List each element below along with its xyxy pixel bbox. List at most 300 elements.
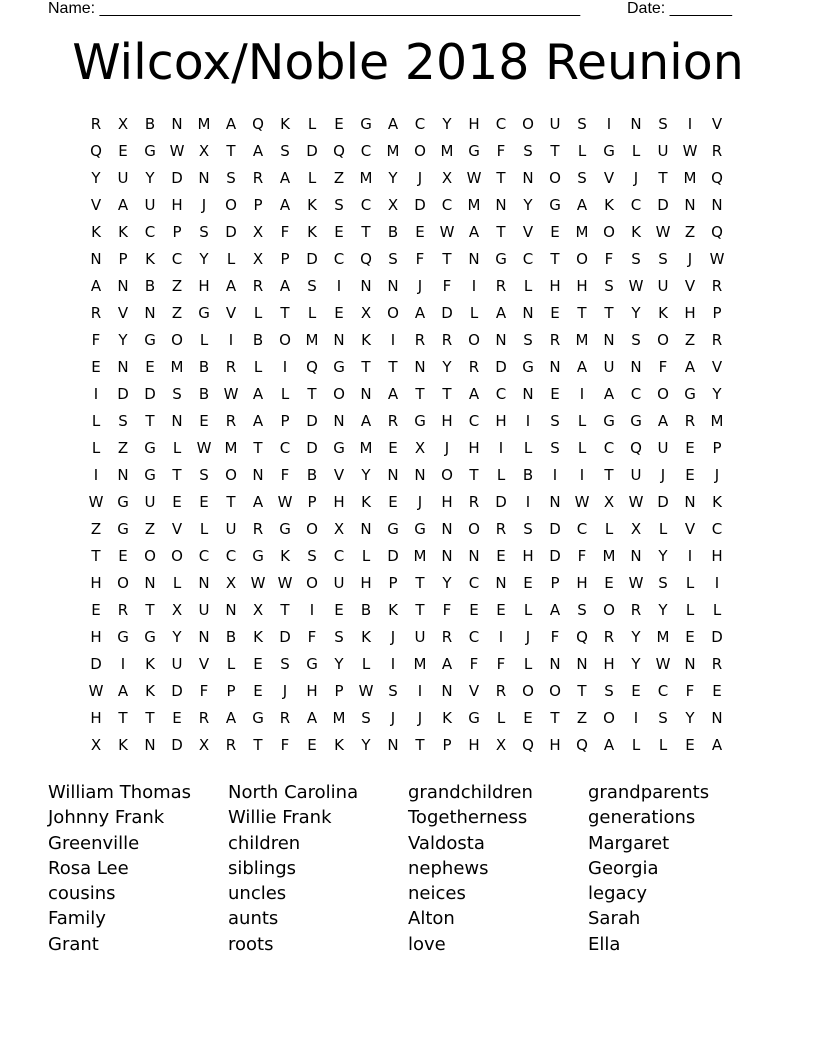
- grid-letter: X: [198, 736, 210, 754]
- grid-letter: C: [468, 574, 480, 592]
- grid-letter: G: [630, 412, 642, 430]
- grid-letter: M: [386, 142, 400, 160]
- word-item: love: [408, 933, 446, 955]
- grid-letter: U: [549, 115, 561, 133]
- grid-letter: L: [658, 736, 668, 754]
- grid-letter: O: [576, 250, 588, 268]
- grid-letter: R: [225, 358, 237, 376]
- grid-letter: W: [655, 655, 671, 673]
- word-item: Greenville: [48, 832, 140, 854]
- grid-letter: X: [252, 223, 264, 241]
- grid-letter: B: [522, 466, 534, 484]
- grid-letter: M: [359, 439, 373, 457]
- word-item: cousins: [48, 883, 116, 905]
- grid-letter: R: [117, 601, 129, 619]
- grid-letter: Y: [361, 466, 371, 484]
- grid-letter: E: [604, 574, 614, 592]
- grid-letter: K: [361, 493, 371, 511]
- grid-letter: Y: [172, 628, 182, 646]
- grid-letter: O: [279, 331, 291, 349]
- grid-letter: K: [388, 601, 398, 619]
- grid-letter: W: [223, 385, 239, 403]
- grid-letter: F: [415, 250, 425, 268]
- grid-letter: N: [711, 196, 723, 214]
- grid-letter: F: [604, 250, 614, 268]
- grid-letter: G: [252, 709, 264, 727]
- grid-letter: U: [333, 574, 345, 592]
- grid-letter: O: [468, 520, 480, 538]
- grid-letter: R: [414, 331, 426, 349]
- grid-letter: U: [198, 601, 210, 619]
- grid-letter: K: [118, 736, 128, 754]
- grid-letter: I: [579, 385, 585, 403]
- grid-letter: C: [576, 520, 588, 538]
- grid-letter: G: [387, 520, 399, 538]
- grid-letter: J: [390, 628, 396, 646]
- grid-letter: G: [414, 520, 426, 538]
- grid-letter: S: [658, 574, 668, 592]
- grid-letter: M: [683, 169, 697, 187]
- grid-letter: F: [550, 628, 560, 646]
- grid-letter: E: [91, 601, 101, 619]
- grid-letter: L: [523, 277, 533, 295]
- grid-letter: N: [603, 331, 615, 349]
- grid-letter: H: [333, 493, 345, 511]
- grid-letter: H: [684, 304, 696, 322]
- grid-letter: G: [603, 142, 615, 160]
- grid-letter: D: [117, 385, 129, 403]
- grid-letter: S: [658, 709, 668, 727]
- grid-letter: R: [549, 331, 561, 349]
- grid-letter: C: [711, 520, 723, 538]
- grid-letter: S: [388, 250, 398, 268]
- grid-letter: A: [225, 115, 237, 133]
- grid-letter: Q: [306, 358, 318, 376]
- grid-letter: N: [549, 493, 561, 511]
- grid-letter: S: [361, 709, 371, 727]
- grid-letter: W: [709, 250, 725, 268]
- grid-letter: G: [333, 358, 345, 376]
- grid-letter: N: [117, 277, 129, 295]
- grid-letter: L: [712, 601, 722, 619]
- grid-letter: P: [253, 196, 263, 214]
- grid-letter: C: [360, 142, 372, 160]
- grid-letter: U: [657, 277, 669, 295]
- grid-letter: J: [417, 493, 423, 511]
- grid-letter: G: [279, 520, 291, 538]
- grid-letter: K: [307, 196, 317, 214]
- grid-letter: D: [306, 250, 318, 268]
- grid-letter: I: [525, 493, 531, 511]
- word-item: Togetherness: [408, 807, 528, 829]
- grid-letter: W: [682, 142, 698, 160]
- grid-letter: A: [90, 277, 102, 295]
- grid-letter: G: [306, 655, 318, 673]
- grid-letter: V: [711, 115, 723, 133]
- grid-letter: G: [333, 439, 345, 457]
- grid-letter: S: [334, 628, 344, 646]
- grid-letter: B: [198, 385, 210, 403]
- grid-letter: H: [549, 277, 561, 295]
- grid-letter: A: [387, 115, 399, 133]
- grid-letter: F: [685, 682, 695, 700]
- grid-letter: S: [226, 169, 236, 187]
- grid-letter: L: [523, 601, 533, 619]
- grid-letter: N: [387, 466, 399, 484]
- grid-letter: D: [90, 655, 102, 673]
- grid-letter: H: [468, 115, 480, 133]
- grid-letter: Q: [90, 142, 102, 160]
- grid-letter: E: [631, 682, 641, 700]
- grid-letter: B: [144, 115, 156, 133]
- grid-letter: A: [441, 655, 453, 673]
- grid-letter: G: [522, 358, 534, 376]
- grid-letter: A: [306, 709, 318, 727]
- grid-letter: K: [658, 304, 668, 322]
- grid-letter: L: [658, 520, 668, 538]
- grid-letter: E: [118, 142, 128, 160]
- grid-letter: F: [442, 601, 452, 619]
- grid-letter: Y: [442, 574, 452, 592]
- grid-letter: N: [144, 304, 156, 322]
- grid-letter: W: [169, 142, 185, 160]
- grid-letter: E: [496, 547, 506, 565]
- grid-letter: Y: [685, 709, 695, 727]
- word-item: Margaret: [588, 832, 670, 854]
- grid-letter: D: [495, 493, 507, 511]
- grid-letter: Q: [252, 115, 264, 133]
- grid-letter: D: [306, 439, 318, 457]
- grid-letter: A: [603, 736, 615, 754]
- grid-letter: V: [468, 682, 480, 700]
- grid-letter: C: [441, 196, 453, 214]
- grid-letter: P: [118, 250, 128, 268]
- grid-letter: M: [602, 547, 616, 565]
- grid-letter: D: [171, 169, 183, 187]
- grid-letter: N: [711, 709, 723, 727]
- grid-letter: X: [387, 196, 399, 214]
- grid-letter: Q: [711, 223, 723, 241]
- grid-letter: O: [306, 520, 318, 538]
- grid-letter: J: [714, 466, 720, 484]
- word-column: [48, 780, 228, 957]
- grid-letter: H: [171, 196, 183, 214]
- grid-letter: A: [252, 493, 264, 511]
- grid-letter: V: [90, 196, 102, 214]
- grid-letter: Y: [334, 655, 344, 673]
- grid-letter: E: [145, 358, 155, 376]
- grid-letter: H: [576, 277, 588, 295]
- grid-letter: S: [172, 385, 182, 403]
- grid-letter: S: [577, 169, 587, 187]
- grid-letter: T: [145, 709, 155, 727]
- grid-letter: D: [495, 358, 507, 376]
- grid-letter: I: [525, 412, 531, 430]
- grid-letter: V: [603, 169, 615, 187]
- grid-letter: O: [117, 574, 129, 592]
- grid-letter: D: [657, 493, 669, 511]
- grid-letter: V: [117, 304, 129, 322]
- grid-letter: S: [550, 439, 560, 457]
- grid-letter: K: [145, 682, 155, 700]
- grid-letter: Q: [711, 169, 723, 187]
- grid-letter: I: [633, 709, 639, 727]
- grid-letter: E: [334, 115, 344, 133]
- word-item: siblings: [228, 857, 297, 879]
- word-column: [408, 780, 588, 957]
- grid-letter: O: [306, 574, 318, 592]
- grid-letter: N: [360, 385, 372, 403]
- grid-letter: R: [630, 601, 642, 619]
- grid-letter: H: [549, 736, 561, 754]
- grid-letter: A: [117, 196, 129, 214]
- grid-letter: O: [603, 601, 615, 619]
- grid-letter: G: [198, 304, 210, 322]
- grid-letter: I: [390, 655, 396, 673]
- grid-letter: E: [685, 736, 695, 754]
- grid-letter: T: [415, 385, 425, 403]
- grid-letter: N: [333, 331, 345, 349]
- grid-letter: R: [495, 520, 507, 538]
- grid-letter: Y: [631, 304, 641, 322]
- grid-letter: K: [145, 655, 155, 673]
- grid-letter: X: [495, 736, 507, 754]
- grid-letter: D: [414, 196, 426, 214]
- grid-letter: L: [496, 709, 506, 727]
- word-item: William Thomas: [48, 782, 192, 803]
- grid-letter: I: [228, 331, 234, 349]
- name-field-label: Name: ______________________________________________________: [48, 0, 581, 17]
- grid-letter: D: [387, 547, 399, 565]
- grid-letter: E: [550, 304, 560, 322]
- grid-letter: A: [252, 412, 264, 430]
- grid-letter: N: [441, 547, 453, 565]
- grid-letter: L: [280, 385, 290, 403]
- grid-letter: I: [579, 466, 585, 484]
- grid-letter: K: [307, 223, 317, 241]
- grid-letter: G: [414, 412, 426, 430]
- grid-letter: N: [684, 655, 696, 673]
- grid-letter: A: [117, 682, 129, 700]
- grid-letter: T: [361, 223, 371, 241]
- grid-letter: N: [198, 574, 210, 592]
- word-item: generations: [588, 807, 696, 829]
- word-item: grandparents: [588, 782, 710, 803]
- grid-letter: F: [280, 736, 290, 754]
- grid-letter: M: [710, 412, 724, 430]
- grid-letter: W: [628, 493, 644, 511]
- grid-letter: Y: [712, 385, 722, 403]
- grid-letter: L: [253, 304, 263, 322]
- grid-letter: S: [523, 331, 533, 349]
- grid-letter: X: [414, 439, 426, 457]
- grid-letter: H: [441, 412, 453, 430]
- grid-letter: S: [334, 196, 344, 214]
- page-title: Wilcox/Noble 2018 Reunion: [72, 34, 744, 91]
- grid-letter: A: [468, 223, 480, 241]
- grid-letter: A: [711, 736, 723, 754]
- grid-letter: O: [441, 466, 453, 484]
- grid-letter: G: [603, 412, 615, 430]
- grid-letter: P: [712, 304, 722, 322]
- grid-letter: E: [685, 439, 695, 457]
- grid-letter: P: [442, 736, 452, 754]
- grid-letter: G: [360, 115, 372, 133]
- grid-letter: R: [90, 304, 102, 322]
- grid-letter: D: [171, 682, 183, 700]
- grid-letter: L: [307, 304, 317, 322]
- grid-letter: I: [687, 115, 693, 133]
- grid-letter: O: [603, 709, 615, 727]
- word-item: uncles: [228, 883, 287, 905]
- grid-letter: R: [225, 736, 237, 754]
- grid-letter: O: [171, 547, 183, 565]
- grid-letter: O: [522, 682, 534, 700]
- grid-letter: S: [631, 331, 641, 349]
- grid-letter: N: [495, 331, 507, 349]
- grid-letter: P: [280, 412, 290, 430]
- grid-letter: N: [522, 385, 534, 403]
- grid-letter: K: [280, 115, 290, 133]
- grid-letter: I: [606, 115, 612, 133]
- word-item: Willie Frank: [228, 807, 332, 829]
- grid-letter: E: [172, 493, 182, 511]
- grid-letter: T: [226, 493, 236, 511]
- grid-letter: G: [684, 385, 696, 403]
- word-item: roots: [228, 933, 274, 955]
- grid-letter: G: [117, 520, 129, 538]
- grid-letter: Q: [333, 142, 345, 160]
- grid-letter: N: [387, 277, 399, 295]
- grid-letter: L: [199, 520, 209, 538]
- grid-letter: O: [657, 385, 669, 403]
- grid-letter: W: [277, 574, 293, 592]
- grid-letter: V: [198, 655, 210, 673]
- grid-letter: W: [628, 574, 644, 592]
- grid-letter: R: [711, 331, 723, 349]
- grid-letter: G: [144, 439, 156, 457]
- grid-letter: Z: [144, 520, 156, 538]
- grid-letter: S: [523, 142, 533, 160]
- grid-letter: L: [685, 601, 695, 619]
- grid-letter: U: [144, 493, 156, 511]
- grid-letter: P: [172, 223, 182, 241]
- grid-letter: E: [496, 601, 506, 619]
- grid-letter: H: [90, 709, 102, 727]
- grid-letter: I: [282, 358, 288, 376]
- word-column: [228, 780, 408, 957]
- grid-letter: Y: [658, 601, 668, 619]
- grid-letter: T: [91, 547, 101, 565]
- grid-letter: U: [171, 655, 183, 673]
- grid-letter: A: [387, 385, 399, 403]
- grid-letter: K: [631, 223, 641, 241]
- grid-letter: A: [279, 169, 291, 187]
- word-item: Valdosta: [408, 832, 485, 854]
- grid-letter: S: [199, 466, 209, 484]
- grid-letter: K: [334, 736, 344, 754]
- grid-letter: D: [711, 628, 723, 646]
- grid-letter: I: [93, 385, 99, 403]
- grid-letter: L: [577, 439, 587, 457]
- grid-letter: N: [630, 358, 642, 376]
- grid-letter: D: [549, 547, 561, 565]
- grid-letter: X: [333, 520, 345, 538]
- grid-letter: D: [549, 520, 561, 538]
- grid-letter: N: [117, 466, 129, 484]
- grid-letter: T: [415, 736, 425, 754]
- grid-letter: I: [498, 628, 504, 646]
- grid-letter: L: [469, 304, 479, 322]
- grid-letter: K: [361, 331, 371, 349]
- grid-letter: E: [469, 601, 479, 619]
- grid-letter: O: [468, 331, 480, 349]
- grid-letter: T: [145, 601, 155, 619]
- grid-letter: T: [118, 709, 128, 727]
- grid-letter: A: [360, 412, 372, 430]
- grid-letter: M: [197, 115, 211, 133]
- grid-letter: C: [630, 196, 642, 214]
- grid-letter: Q: [360, 250, 372, 268]
- grid-letter: D: [306, 412, 318, 430]
- grid-letter: Z: [333, 169, 345, 187]
- grid-letter: R: [711, 142, 723, 160]
- grid-letter: C: [360, 196, 372, 214]
- grid-letter: F: [496, 142, 506, 160]
- grid-letter: Y: [442, 115, 452, 133]
- grid-letter: G: [468, 142, 480, 160]
- grid-letter: N: [522, 304, 534, 322]
- grid-letter: L: [199, 331, 209, 349]
- grid-letter: W: [574, 493, 590, 511]
- grid-letter: I: [390, 331, 396, 349]
- grid-letter: W: [628, 277, 644, 295]
- grid-letter: G: [144, 331, 156, 349]
- grid-letter: H: [576, 574, 588, 592]
- grid-letter: E: [199, 412, 209, 430]
- grid-letter: H: [495, 412, 507, 430]
- grid-letter: I: [498, 439, 504, 457]
- grid-letter: M: [656, 628, 670, 646]
- grid-letter: P: [307, 493, 317, 511]
- grid-letter: N: [198, 628, 210, 646]
- grid-letter: M: [413, 547, 427, 565]
- grid-letter: N: [630, 115, 642, 133]
- grid-letter: Y: [91, 169, 101, 187]
- grid-letter: J: [201, 196, 207, 214]
- grid-letter: E: [523, 574, 533, 592]
- date-field-label: Date: _______: [627, 0, 732, 17]
- grid-letter: R: [711, 655, 723, 673]
- grid-letter: M: [413, 655, 427, 673]
- grid-letter: I: [471, 277, 477, 295]
- grid-letter: J: [633, 169, 639, 187]
- grid-letter: N: [468, 250, 480, 268]
- header-line: [48, 0, 748, 20]
- grid-letter: U: [657, 439, 669, 457]
- grid-letter: N: [360, 277, 372, 295]
- word-item: grandchildren: [408, 782, 533, 803]
- grid-letter: S: [550, 412, 560, 430]
- grid-letter: I: [687, 547, 693, 565]
- grid-letter: H: [441, 493, 453, 511]
- grid-letter: N: [225, 601, 237, 619]
- grid-letter: P: [334, 682, 344, 700]
- grid-letter: Q: [576, 736, 588, 754]
- grid-letter: V: [684, 277, 696, 295]
- grid-letter: P: [280, 250, 290, 268]
- grid-letter: C: [171, 250, 183, 268]
